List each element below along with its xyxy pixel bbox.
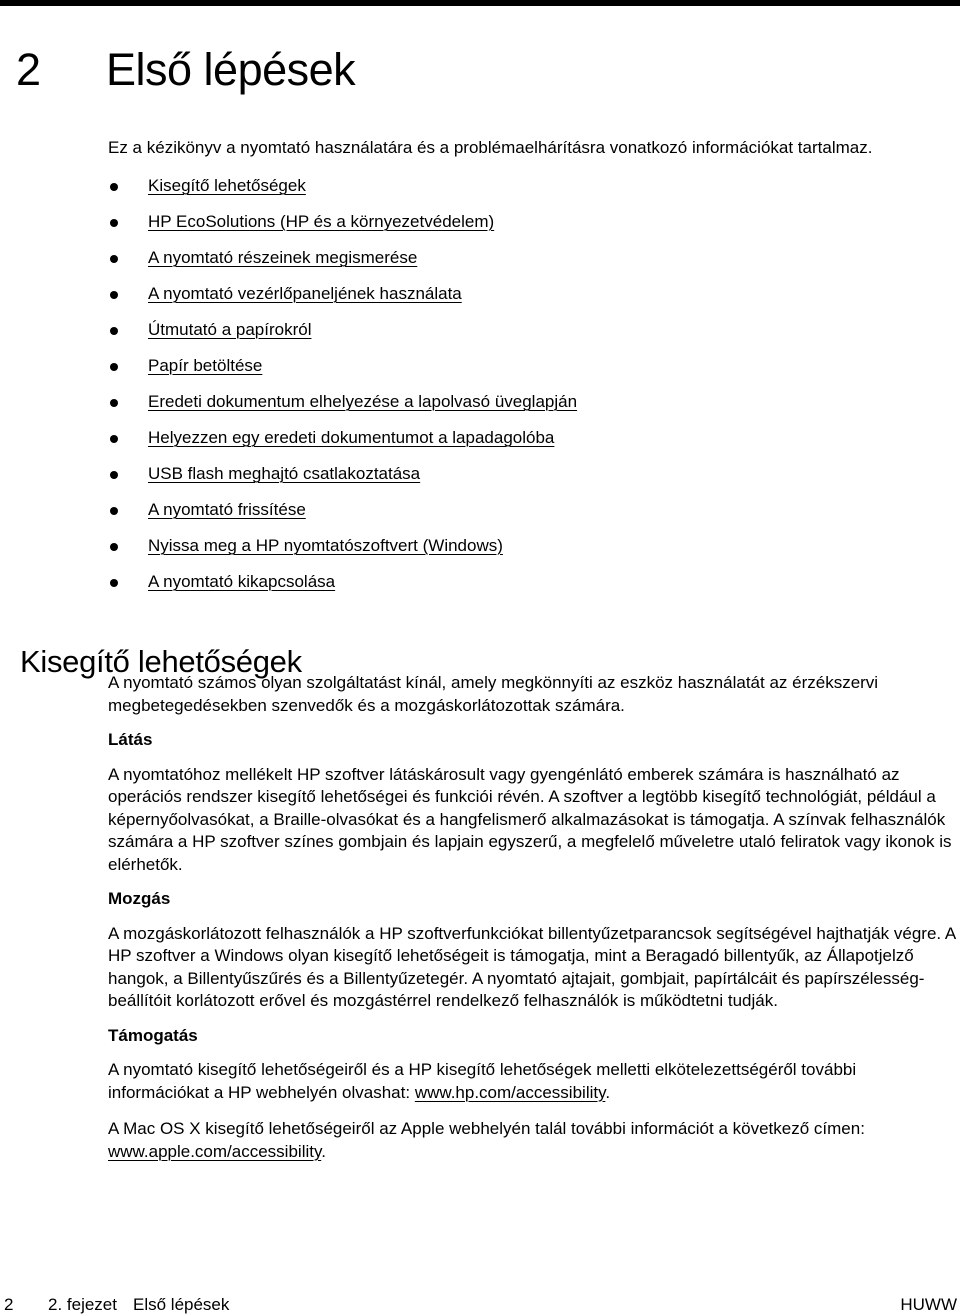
page-footer (0, 1294, 960, 1316)
bullet-icon (110, 543, 118, 551)
toc-item (108, 460, 577, 496)
toc-link-ecosolutions[interactable]: HP EcoSolutions (HP és a környezetvédelem) (148, 212, 495, 231)
toc-link-update-printer[interactable]: A nyomtató frissítése (148, 500, 306, 519)
toc-link-paper-guide[interactable]: Útmutató a papírokról (148, 320, 312, 339)
bullet-icon (110, 471, 118, 479)
footer-chapter-title: Első lépések (133, 1295, 230, 1314)
chapter-number: 2 (16, 44, 41, 96)
bullet-icon (110, 579, 118, 587)
paragraph-support-hp (108, 1059, 956, 1104)
chapter-toc (108, 172, 577, 604)
toc-link-document-feeder[interactable]: Helyezzen egy eredeti dokumentumot a lapadagolóba (148, 428, 555, 447)
toc-link-load-paper[interactable]: Papír betöltése (148, 356, 263, 375)
toc-item (108, 280, 577, 316)
paragraph-mobility: A mozgáskorlátozott felhasználók a HP szoftverfunkciókat billentyűzetparancsok segítségével hajthatják végre. A HP szoftver a Windows olyan kisegítő lehetőségeit is támogatja, mint a Beragadó billentyűk, az Állapotjelző hangok, a Billentyűszűrés és a Billentyűzetegér. A nyomtató ajtajait, gombjait, papírtálcáit és papírszélesség-beállítóit korlátozott erővel és mozgástérrel rendelkező felhasználók is működtetni tudják. (108, 923, 956, 1010)
toc-item (108, 496, 577, 532)
bullet-icon (110, 363, 118, 371)
toc-item (108, 208, 577, 244)
toc-link-scanner-glass[interactable]: Eredeti dokumentum elhelyezése a lapolvasó üveglapján (148, 392, 578, 411)
footer-page-number: 2 (4, 1295, 14, 1314)
footer-edition: HUWW (900, 1295, 957, 1314)
toc-item (108, 244, 577, 280)
toc-item (108, 532, 577, 568)
toc-link-printer-parts[interactable]: A nyomtató részeinek megismerése (148, 248, 418, 267)
paragraph-vision: A nyomtatóhoz mellékelt HP szoftver látáskárosult vagy gyengénlátó emberek számára is használható az operációs rendszer kisegítő lehetőségei és funkciói révén. A szoftver a legtöbb kisegítő technológiát, például a képernyőolvasókat, a Braille-olvasókat és a hangfelismerő alkalmazásokat is támogatja. A színvak felhasználók számára a HP szoftver színes gombjain és lapjain egyszerű, a megfelelő műveletre utaló feliratok vagy ikonok is elérhetők. (108, 764, 952, 874)
toc-item (108, 352, 577, 388)
support-hp-text: A nyomtató kisegítő lehetőségeiről és a HP kisegítő lehetőségek melletti elkötelezettségéről további információkat a HP webhelyén olvashat: (108, 1060, 857, 1102)
chapter-intro: Ez a kézikönyv a nyomtató használatára és a problémaelhárításra vonatkozó információkat tartalmaz. (108, 138, 873, 157)
bullet-icon (110, 219, 118, 227)
bullet-icon (110, 291, 118, 299)
bullet-icon (110, 399, 118, 407)
apple-accessibility-link[interactable]: www.apple.com/accessibility (108, 1141, 322, 1161)
toc-item (108, 172, 577, 208)
toc-item (108, 316, 577, 352)
top-rule (0, 0, 960, 6)
footer-running-head (48, 1294, 229, 1316)
toc-item (108, 388, 577, 424)
toc-link-usb-flash[interactable]: USB flash meghajtó csatlakoztatása (148, 464, 421, 483)
subheading-support: Támogatás (108, 1025, 198, 1045)
section-intro: A nyomtató számos olyan szolgáltatást kínál, amely megkönnyíti az eszköz használatát az érzékszervi megbetegedésekben szenvedők és a mozgáskorlátozottak számára. (108, 673, 879, 715)
chapter-title: Első lépések (106, 44, 356, 96)
hp-accessibility-link[interactable]: www.hp.com/accessibility (414, 1082, 606, 1102)
toc-link-control-panel[interactable]: A nyomtató vezérlőpaneljének használata (148, 284, 462, 303)
support-apple-text: A Mac OS X kisegítő lehetőségeiről az Apple webhelyén talál további információt a következő címen: (108, 1119, 865, 1138)
toc-link-accessibility[interactable]: Kisegítő lehetőségek (148, 176, 306, 195)
footer-chapter-ref: 2. fejezet (48, 1295, 117, 1314)
bullet-icon (110, 507, 118, 515)
period: . (605, 1082, 611, 1102)
bullet-icon (110, 435, 118, 443)
bullet-icon (110, 255, 118, 263)
subheading-vision: Látás (108, 730, 153, 749)
bullet-icon (110, 327, 118, 335)
chapter-heading (16, 42, 355, 98)
toc-item (108, 568, 577, 604)
section-body (108, 672, 956, 1163)
paragraph-support-apple (108, 1118, 956, 1163)
toc-item (108, 424, 577, 460)
bullet-icon (110, 183, 118, 191)
period: . (321, 1141, 326, 1161)
section-heading: Kisegítő lehetőségek (20, 643, 302, 679)
toc-link-open-software[interactable]: Nyissa meg a HP nyomtatószoftvert (Windows) (148, 536, 503, 555)
toc-link-turn-off[interactable]: A nyomtató kikapcsolása (148, 572, 336, 591)
subheading-mobility: Mozgás (108, 889, 171, 908)
